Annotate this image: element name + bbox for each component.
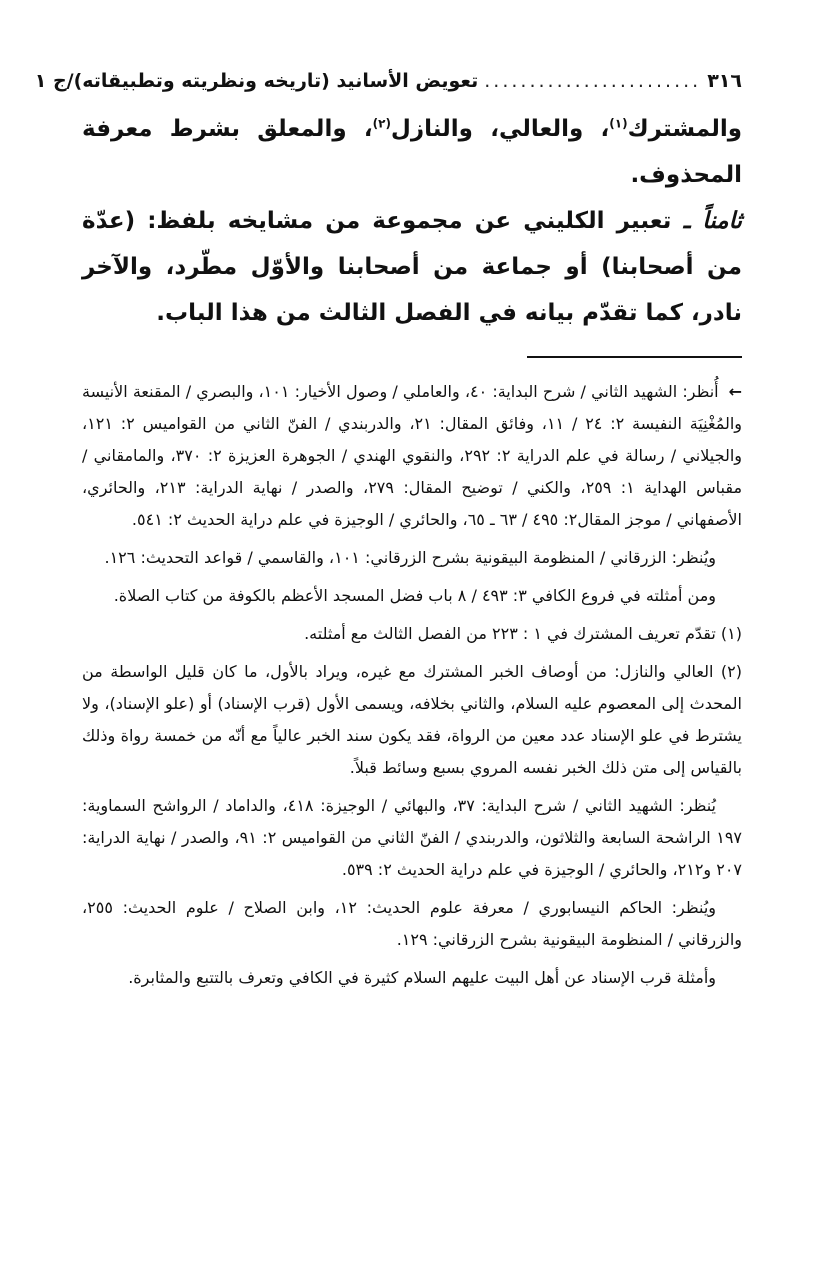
- leader-dots: ........................: [484, 70, 702, 92]
- main-paragraph-1: [82, 106, 742, 198]
- main-paragraph-2: [82, 198, 742, 336]
- see-also-1: ويُنظر: الزرقاني / المنظومة البيقونية بشرح الزرقاني: ١٠١، والقاسمي / قواعد التحديث: ١٢٦.: [104, 548, 716, 567]
- running-header: [34, 70, 742, 106]
- see-also-2: ويُنظر: الحاكم النيسابوري / معرفة علوم الحديث: ١٢، وابن الصلاح / علوم الحديث: ٢٥٥، والزرقاني / المنظومة البيقونية بشرح الزرقاني: ١٢٩.: [82, 898, 742, 949]
- page-number: ٣١٦: [707, 70, 742, 92]
- continued-note: [82, 376, 742, 536]
- main-text: [82, 106, 742, 336]
- continued-note-text: أُنظر: الشهيد الثاني / شرح البداية: ٤٠، والعاملي / وصول الأخيار: ١٠١، والبصري / المقنعة الأنيسة والمُغْنِيَة النفيسة ٢: ٢٤ / ١١، وفائق المقال: ٢١، والدربندي / الفنّ الثاني من القواميس ٢: ١٢١، والجيلاني / رسالة في علم الدراية ٢: ٢٩٢، والنقوي الهندي / الجوهرة العزيزة ٢: ٣٧٠، والمامقاني / مقباس الهداية ١: ٢٥٩، والكني / توضيح المقال: ٢٧٩، والصدر / نهاية الدراية: ٢١٣، والحائري، الأصفهاني / موجز المقال٢: ٤٩٥ / ٦٣ ـ ٦٥، والحائري / الوجيزة في علم دراية الحديث ٢: ٥٤١.: [82, 382, 743, 529]
- paragraph-text: تعبير الكليني عن مجموعة من مشايخه بلفظ: (عدّة من أصحابنا) أو جماعة من أصحابنا والأوّل مطّرد، والآخر نادر، كما تقدّم بيانه في الفصل الثالث من هذا الباب.: [82, 208, 742, 326]
- references-2: يُنظر: الشهيد الثاني / شرح البداية: ٣٧، والبهائي / الوجيزة: ٤١٨، والداماد / الرواشح السماوية: ١٩٧ الراشحة السابعة والثلاثون، والدربندي / الفنّ الثاني من القواميس ٢: ٩١، والصدر / نهاية الدراية: ٢٠٧ و٢١٢، والحائري / الوجيزة في علم دراية الحديث ٢: ٥٣٩.: [82, 796, 742, 879]
- examples-1: ومن أمثلته في فروع الكافي ٣: ٤٩٣ / ٨ باب فضل المسجد الأعظم بالكوفة من كتاب الصلاة.: [113, 586, 716, 605]
- arrow-left-icon: ←: [728, 382, 742, 401]
- footnote-1: (١) تقدّم تعريف المشترك في ١ : ٢٢٣ من الفصل الثالث مع أمثلته.: [304, 624, 742, 643]
- footnotes: [82, 376, 742, 994]
- footnote-ref-2[interactable]: (٢): [372, 116, 391, 131]
- page: [34, 70, 743, 1000]
- footnote-ref-1[interactable]: (١): [609, 116, 628, 131]
- paragraph-lead: ثامناً ـ: [683, 208, 742, 234]
- book-title: تعويض الأسانيد (تاريخه ونظريته وتطبيقاته)/ج ١: [34, 70, 479, 92]
- line1-part-a: والمشترك: [627, 116, 743, 142]
- line1-part-c: ، والمعلق بشرط معرفة المحذوف.: [82, 116, 742, 188]
- footnote-2: (٢) العالي والنازل: من أوصاف الخبر المشترك مع غيره، ويراد بالأول، ما كان قليل الواسطة من المحدث إلى المعصوم عليه السلام، والثاني بخلافه، ويسمى الأول (قرب الإسناد) أو (علو الإسناد)، ولا يشترط في علو الإسناد عدد معين من الرواة، فقد يكون سند الخبر عالياً مع أنّه من خمسة رواة وذلك بالقياس إلى متن ذلك الخبر نفسه المروي بسبع وسائط قبلاً.: [82, 662, 742, 777]
- line1-part-b: ، والعالي، والنازل: [390, 116, 610, 142]
- footnote-separator: [527, 356, 742, 358]
- examples-2: وأمثلة قرب الإسناد عن أهل البيت عليهم السلام كثيرة في الكافي وتعرف بالتتبع والمثابرة.: [128, 968, 716, 987]
